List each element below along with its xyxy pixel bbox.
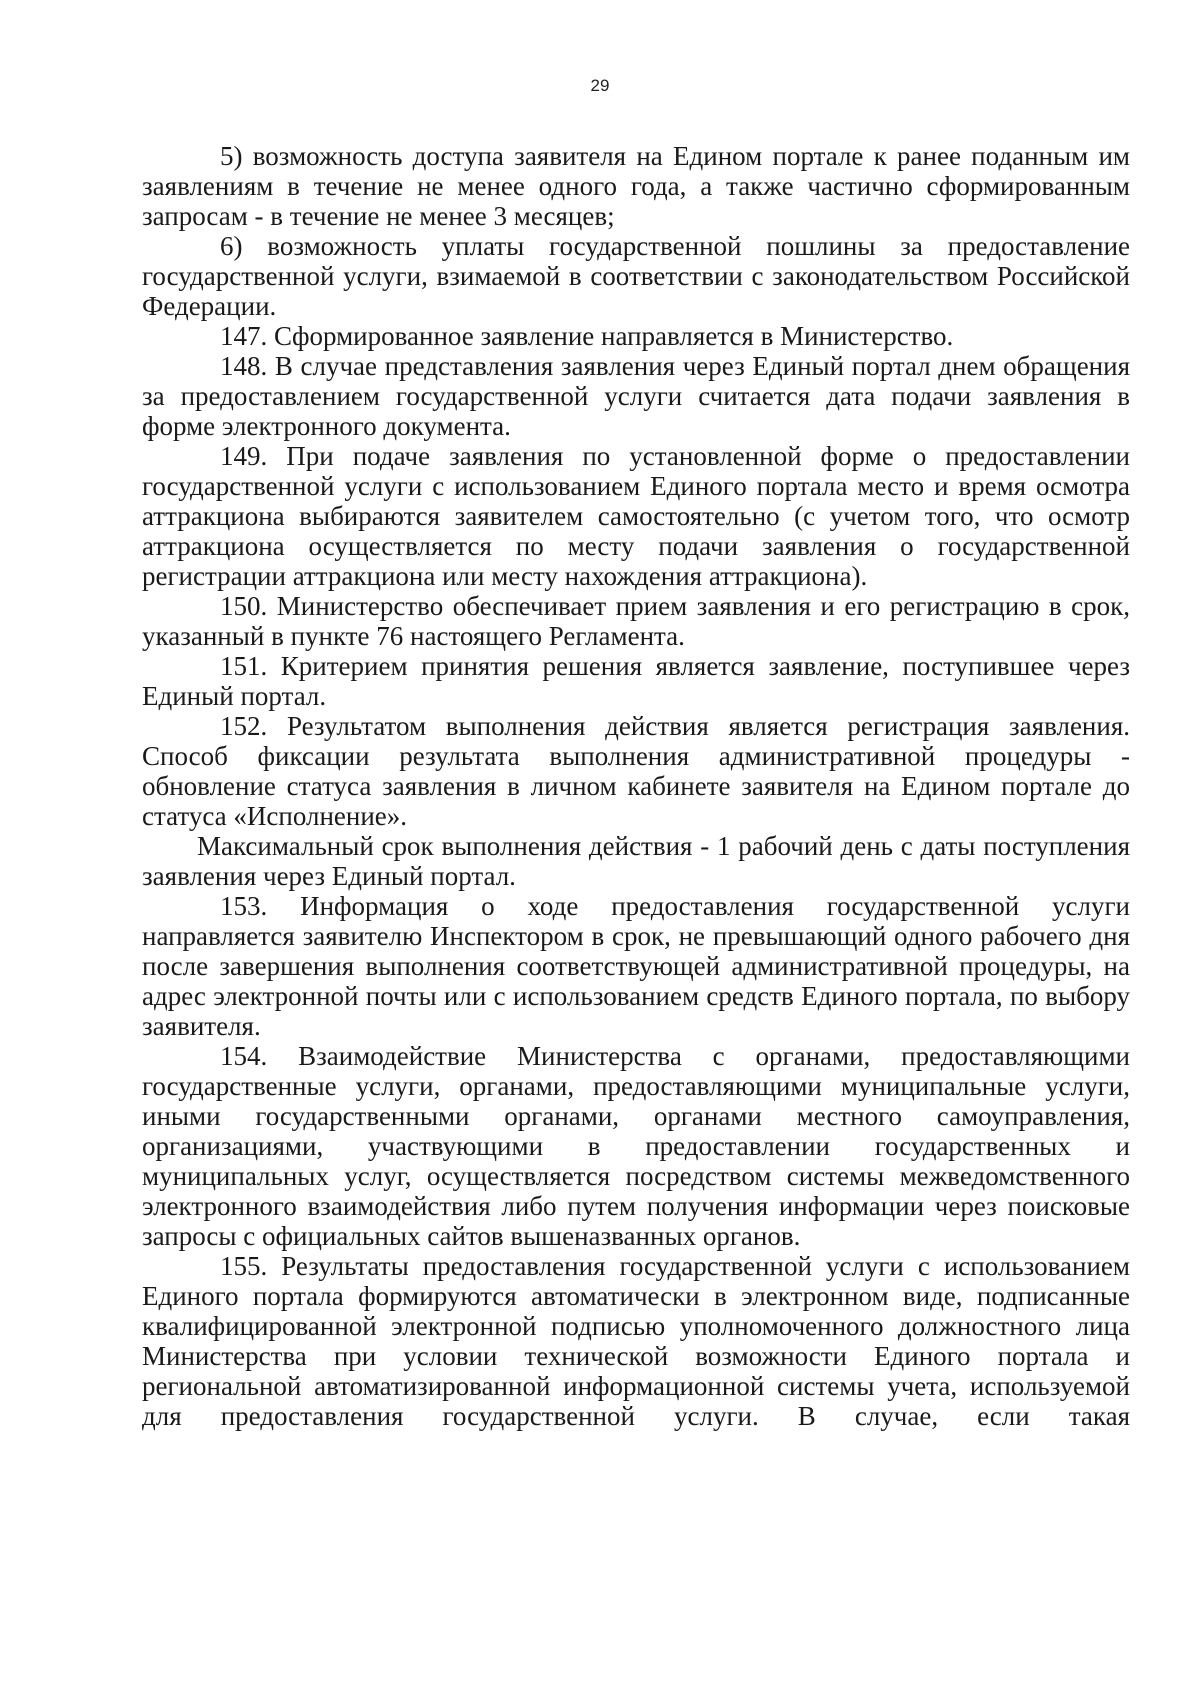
paragraph-155: 155. Результаты предоставления государственной услуги с использованием Единого портала формируются автоматически в электронном виде, подписанные квалифицированной электронной подписью уполномоченного должностного лица Министерства при условии технической возможности Единого портала и региональной автоматизированной информационной системы учета, используемой для предоставления государственной услуги. В случае, если такая: [142, 1251, 1130, 1431]
paragraph-149: 149. При подаче заявления по установленной форме о предоставлении государственной услуги с использованием Единого портала место и время осмотра аттракциона выбираются заявителем самостоятельно (с учетом того, что осмотр аттракциона осуществляется по месту подачи заявления о государственной регистрации аттракциона или месту нахождения аттракциона).: [142, 441, 1130, 591]
paragraph-150: 150. Министерство обеспечивает прием заявления и его регистрацию в срок, указанный в пункте 76 настоящего Регламента.: [142, 591, 1130, 651]
paragraph-item-5: 5) возможность доступа заявителя на Едином портале к ранее поданным им заявлениям в течение не менее одного года, а также частично сформированным запросам - в течение не менее 3 месяцев;: [142, 141, 1130, 231]
paragraph-148: 148. В случае представления заявления через Единый портал днем обращения за предоставлением государственной услуги считается дата подачи заявления в форме электронного документа.: [142, 351, 1130, 441]
paragraph-153: 153. Информация о ходе предоставления государственной услуги направляется заявителю Инспектором в срок, не превышающий одного рабочего дня после завершения выполнения соответствующей административной процедуры, на адрес электронной почты или с использованием средств Единого портала, по выбору заявителя.: [142, 891, 1130, 1041]
document-body: [142, 141, 1130, 1431]
paragraph-151: 151. Критерием принятия решения является заявление, поступившее через Единый портал.: [142, 651, 1130, 711]
paragraph-152: 152. Результатом выполнения действия является регистрация заявления. Способ фиксации результата выполнения административной процедуры - обновление статуса заявления в личном кабинете заявителя на Едином портале до статуса «Исполнение».: [142, 711, 1130, 831]
paragraph-147: 147. Сформированное заявление направляется в Министерство.: [220, 321, 954, 351]
page-number: 29: [590, 76, 610, 95]
paragraph-item-6: 6) возможность уплаты государственной пошлины за предоставление государственной услуги, взимаемой в соответствии с законодательством Российской Федерации.: [142, 231, 1130, 321]
paragraph-154: 154. Взаимодействие Министерства с органами, предоставляющими государственные услуги, органами, предоставляющими муниципальные услуги, иными государственными органами, органами местного самоуправления, организациями, участвующими в предоставлении государственных и муниципальных услуг, осуществляется посредством системы межведомственного электронного взаимодействия либо путем получения информации через поисковые запросы с официальных сайтов вышеназванных органов.: [142, 1041, 1130, 1251]
paragraph-152-deadline: Максимальный срок выполнения действия - 1 рабочий день с даты поступления заявления через Единый портал.: [142, 831, 1130, 891]
